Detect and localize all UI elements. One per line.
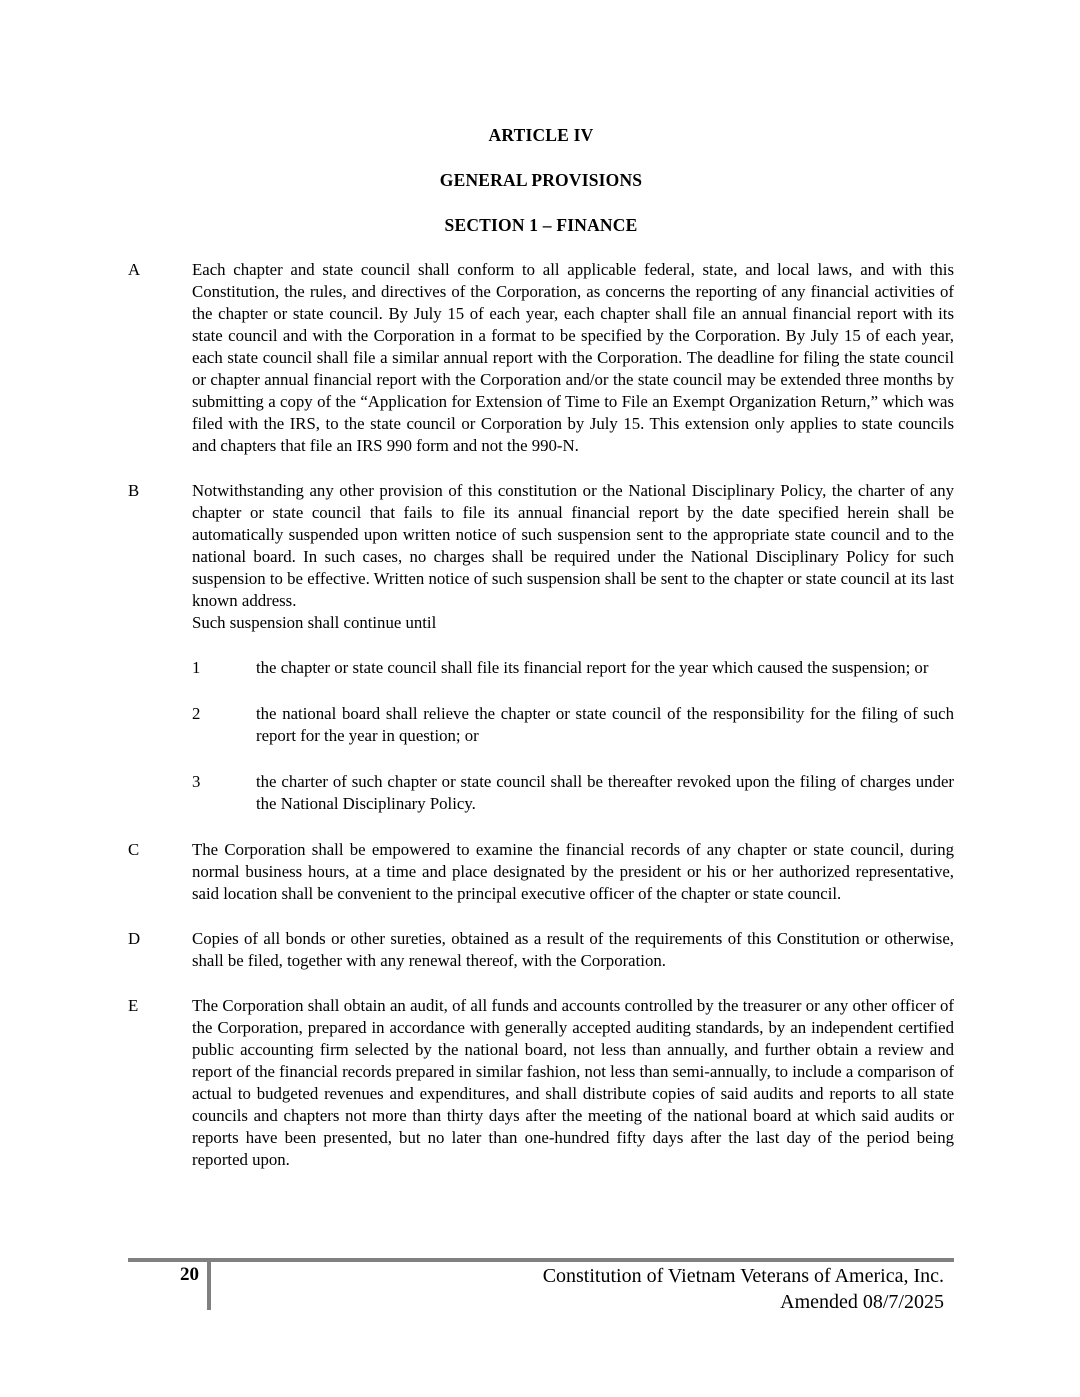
subitem-1-text: the chapter or state council shall file its financial report for the year which caused the suspension; or (256, 658, 929, 677)
document-content (128, 124, 954, 1194)
clause-c-text: The Corporation shall be empowered to examine the financial records of any chapter or state council, during normal business hours, at a time and place designated by the president or his or her authorized representative, said location shall be convenient to the principal executive officer of the chapter or state council. (192, 840, 954, 903)
page-footer (128, 1258, 954, 1315)
subitem-1 (192, 657, 954, 679)
subitem-2-text: the national board shall relieve the chapter or state council of the responsibility for the filing of such report for the year in question; or (256, 704, 954, 745)
clause-d-label: D (128, 929, 141, 948)
clause-b-note: Such suspension shall continue until (192, 613, 437, 632)
clause-b-subitems (192, 657, 954, 815)
clause-a-label: A (128, 260, 141, 279)
article-heading: ARTICLE IV (488, 125, 594, 145)
footer-divider (207, 1262, 211, 1310)
subitem-3 (192, 771, 954, 815)
footer-amended-date: Amended 08/7/2025 (780, 1291, 944, 1313)
footer-left (128, 1262, 211, 1310)
subitem-1-number: 1 (192, 658, 201, 677)
clause-d (128, 928, 954, 972)
clause-e (128, 995, 954, 1171)
footer-title: Constitution of Vietnam Veterans of America, Inc. (542, 1265, 944, 1287)
clause-c-label: C (128, 840, 140, 859)
footer-right (543, 1262, 954, 1315)
clause-a-text: Each chapter and state council shall conform to all applicable federal, state, and local laws, and with this Constitution, the rules, and directives of the Corporation, as concerns the reporting of any financial activities of the chapter or state council. By July 15 of each year, each chapter shall file an annual financial report with its state council and with the Corporation in a format to be specified by the Corporation. By July 15 of each year, each state council shall file a similar annual report with the Corporation. The deadline for filing the state council or chapter annual financial report with the Corporation and/or the state council may be extended three months by submitting a copy of the “Application for Extension of Time to File an Exempt Organization Return,” which was filed with the IRS, to the state council or Corporation by July 15. This extension only applies to state councils and chapters that file an IRS 990 form and not the 990-N. (192, 260, 954, 455)
clause-a (128, 259, 954, 457)
clause-e-label: E (128, 996, 139, 1015)
general-provisions-heading: GENERAL PROVISIONS (439, 170, 643, 190)
page-number: 20 (180, 1264, 199, 1285)
clause-b-text: Notwithstanding any other provision of this constitution or the National Disciplinary Policy, the charter of any chapter or state council that fails to file its annual financial report by the date specified herein shall be automatically suspended upon written notice of such suspension sent to the appropriate state council and to the national board. In such cases, no charges shall be required under the National Disciplinary Policy for such suspension to be effective. Written notice of such suspension shall be sent to the chapter or state council at its last known address. (192, 481, 954, 610)
section-heading: SECTION 1 – FINANCE (444, 215, 638, 235)
clause-d-text: Copies of all bonds or other sureties, obtained as a result of the requirements of this Constitution or otherwise, shall be filed, together with any renewal thereof, with the Corporation. (192, 929, 954, 970)
clause-c (128, 839, 954, 905)
clause-b (128, 480, 954, 634)
subitem-2 (192, 703, 954, 747)
clause-e-text: The Corporation shall obtain an audit, of all funds and accounts controlled by the treasurer or any other officer of the Corporation, prepared in accordance with generally accepted auditing standards, by an independent certified public accounting firm selected by the national board, not less than annually, and further obtain a review and report of the financial records prepared in similar fashion, not less than semi-annually, to include a comparison of actual to budgeted revenues and expenditures, and shall distribute copies of said audits and reports to all state councils and chapters not more than thirty days after the meeting of the national board at which said audits or reports have been presented, but no later than one-hundred fifty days after the last day of the period being reported upon. (192, 996, 954, 1169)
subitem-3-number: 3 (192, 772, 201, 791)
clause-b-label: B (128, 481, 140, 500)
subitem-2-number: 2 (192, 704, 201, 723)
subitem-3-text: the charter of such chapter or state council shall be thereafter revoked upon the filing of charges under the National Disciplinary Policy. (256, 772, 954, 813)
